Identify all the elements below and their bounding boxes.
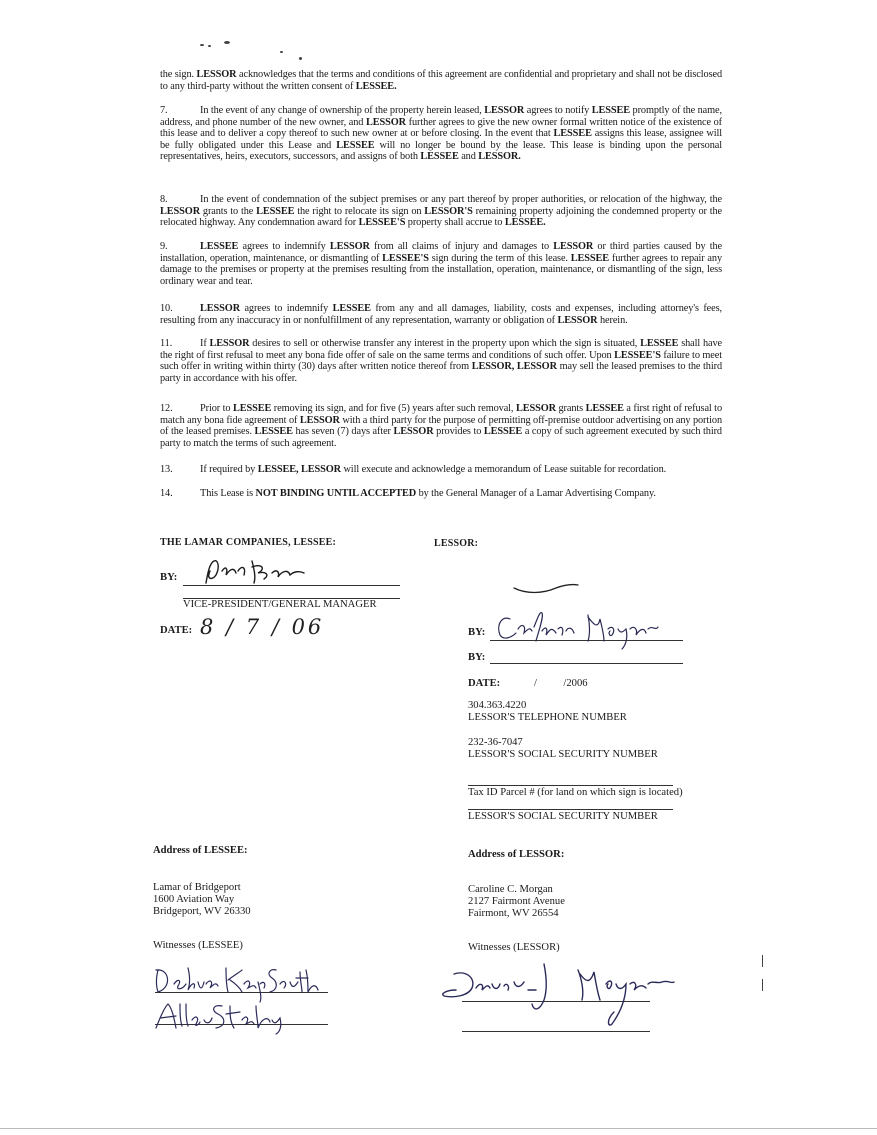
lessor-by-line-2 bbox=[490, 663, 683, 664]
lessor-heading: LESSOR: bbox=[434, 538, 479, 549]
paragraph-11: 11. If LESSOR desires to sell or otherwise transfer any interest in the property upon which the sign is situated, LESSEE shall have the right of first refusal to meet any bona fide offer of sale on the same terms and conditions of such offer. Upon LESSEE'S failure to meet such offer in writing within thirty (30) days after written notice thereof from LESSOR, LESSOR may sell the leased premises to the third party in accordance with his offer. bbox=[160, 338, 723, 384]
witness-lessee-signature-1 bbox=[152, 962, 322, 1002]
scan-speck bbox=[280, 51, 283, 53]
lessor-date-label: DATE: bbox=[468, 678, 501, 689]
address-lessee-heading: Address of LESSEE: bbox=[153, 845, 248, 856]
scan-speck bbox=[224, 41, 230, 44]
witnesses-lessor-heading: Witnesses (LESSOR) bbox=[468, 942, 560, 953]
lessee-heading: THE LAMAR COMPANIES, LESSEE: bbox=[160, 537, 336, 548]
witness-lessor-line-2 bbox=[462, 1031, 650, 1032]
paragraph-number: 12. bbox=[160, 403, 173, 414]
paragraph-confidentiality: the sign. LESSOR acknowledges that the terms and conditions of this agreement are confidential and proprietary and shall not be disclosed to any third-party without the written consent of LESSEE. bbox=[160, 69, 723, 92]
paragraph-number: 11. bbox=[160, 338, 173, 349]
lessee-date-label: DATE: bbox=[160, 625, 193, 636]
lessor-by-label-1: BY: bbox=[468, 627, 486, 638]
paragraph-9: 9. LESSEE agrees to indemnify LESSOR from all claims of injury and damages to LESSOR or third parties caused by the installation, operation, maintenance, or dismantling of LESSEE'S sign during the term of this lease. LESSEE further agrees to repair any damage to the premises or property at the premises resulting from the installation, operation, maintenance, or dismantling of the sign, less ordinary wear and tear. bbox=[160, 241, 722, 287]
paragraph-12: 12. Prior to LESSEE removing its sign, and for five (5) years after such removal, LESSOR grants LESSEE a first right of refusal to match any bona fide agreement of LESSOR with a third party for the purpose of permitting off-premise outdoor advertising on any portion of the leased premises. LESSEE has seven (7) days after LESSOR provides to LESSEE a copy of such agreement executed by such third party to match the terms of such agreement. bbox=[160, 403, 722, 449]
paragraph-13: 13. If required by LESSEE, LESSOR will execute and acknowledge a memorandum of Lease suitable for recordation. bbox=[160, 464, 667, 475]
scan-speck bbox=[200, 44, 204, 46]
scan-speck bbox=[299, 57, 302, 60]
lessee-title: VICE-PRESIDENT/GENERAL MANAGER bbox=[183, 599, 377, 610]
scan-edge-mark bbox=[762, 979, 763, 991]
lessor-mark bbox=[512, 580, 582, 596]
scan-bottom-edge bbox=[0, 1128, 877, 1129]
lessor-date-value: / /2006 bbox=[534, 678, 588, 689]
lessee-by-label: BY: bbox=[160, 572, 178, 583]
address-lessee-line1: Lamar of Bridgeport bbox=[153, 882, 241, 893]
witness-lessor-signature-1 bbox=[436, 960, 676, 1030]
paragraph-number: 13. bbox=[160, 464, 173, 475]
paragraph-8: 8. In the event of condemnation of the subject premises or any part thereof by proper authorities, or relocation of the highway, the LESSOR grants to the LESSEE the right to relocate its sign on LESSOR'S remaining property adjoining the condemned property or the relocated highway. Any condemnation award for LESSEE'S property shall accrue to LESSEE. bbox=[160, 194, 722, 229]
paragraph-number: 14. bbox=[160, 488, 173, 499]
paragraph-number: 8. bbox=[160, 194, 168, 205]
scan-edge-mark bbox=[762, 955, 763, 967]
paragraph-7: 7. In the event of any change of ownership of the property herein leased, LESSOR agrees to notify LESSEE promptly of the name, address, and phone number of the new owner, and LESSOR further agrees to give the new owner formal written notice of the existence of this lease and to deliver a copy thereof to such new owner at or before closing. In the event that LESSEE assigns this lease, assignee will be fully obligated under this Lease and LESSEE will no longer be bound by the lease. This lease is binding upon the personal representatives, heirs, executors, successors, and assigns of both LESSEE and LESSOR. bbox=[160, 105, 722, 163]
lessor-ssn: 232-36-7047 bbox=[468, 737, 523, 748]
lessor-tax-id-label: Tax ID Parcel # (for land on which sign is located) bbox=[468, 787, 683, 798]
lessor-telephone-label: LESSOR'S TELEPHONE NUMBER bbox=[468, 712, 627, 723]
paragraph-number: 7. bbox=[160, 105, 168, 116]
lessor-ssn-label: LESSOR'S SOCIAL SECURITY NUMBER bbox=[468, 749, 658, 760]
witnesses-lessee-heading: Witnesses (LESSEE) bbox=[153, 940, 243, 951]
witness-lessee-signature-2 bbox=[150, 998, 290, 1034]
lessee-signature bbox=[200, 557, 310, 587]
paragraph-number: 9. bbox=[160, 241, 168, 252]
address-lessee-line2: 1600 Aviation Way bbox=[153, 894, 235, 905]
lessor-signature bbox=[492, 607, 662, 651]
lessor-ssn-label-2: LESSOR'S SOCIAL SECURITY NUMBER bbox=[468, 811, 658, 822]
address-lessor-line1: Caroline C. Morgan bbox=[468, 884, 553, 895]
paragraph-14: 14. This Lease is NOT BINDING UNTIL ACCEPTED by the General Manager of a Lamar Advertising Company. bbox=[160, 488, 656, 499]
ssn-line-2 bbox=[468, 809, 673, 810]
address-lessor-line2: 2127 Fairmont Avenue bbox=[468, 896, 565, 907]
paragraph-number: 10. bbox=[160, 303, 173, 314]
address-lessor-heading: Address of LESSOR: bbox=[468, 849, 565, 860]
address-lessee-line3: Bridgeport, WV 26330 bbox=[153, 906, 251, 917]
lessor-by-label-2: BY: bbox=[468, 652, 486, 663]
lessee-date-handwritten: 8 / 7 / 06 bbox=[200, 615, 325, 639]
lessor-telephone: 304.363.4220 bbox=[468, 700, 527, 711]
address-lessor-line3: Fairmont, WV 26554 bbox=[468, 908, 559, 919]
paragraph-10: 10. LESSOR agrees to indemnify LESSEE from any and all damages, liability, costs and expenses, including attorney's fees, resulting from any inaccuracy in or nonfulfillment of any representation, warranty or obligation of LESSOR herein. bbox=[160, 303, 722, 326]
tax-id-line bbox=[468, 785, 673, 786]
scan-speck bbox=[208, 45, 211, 47]
